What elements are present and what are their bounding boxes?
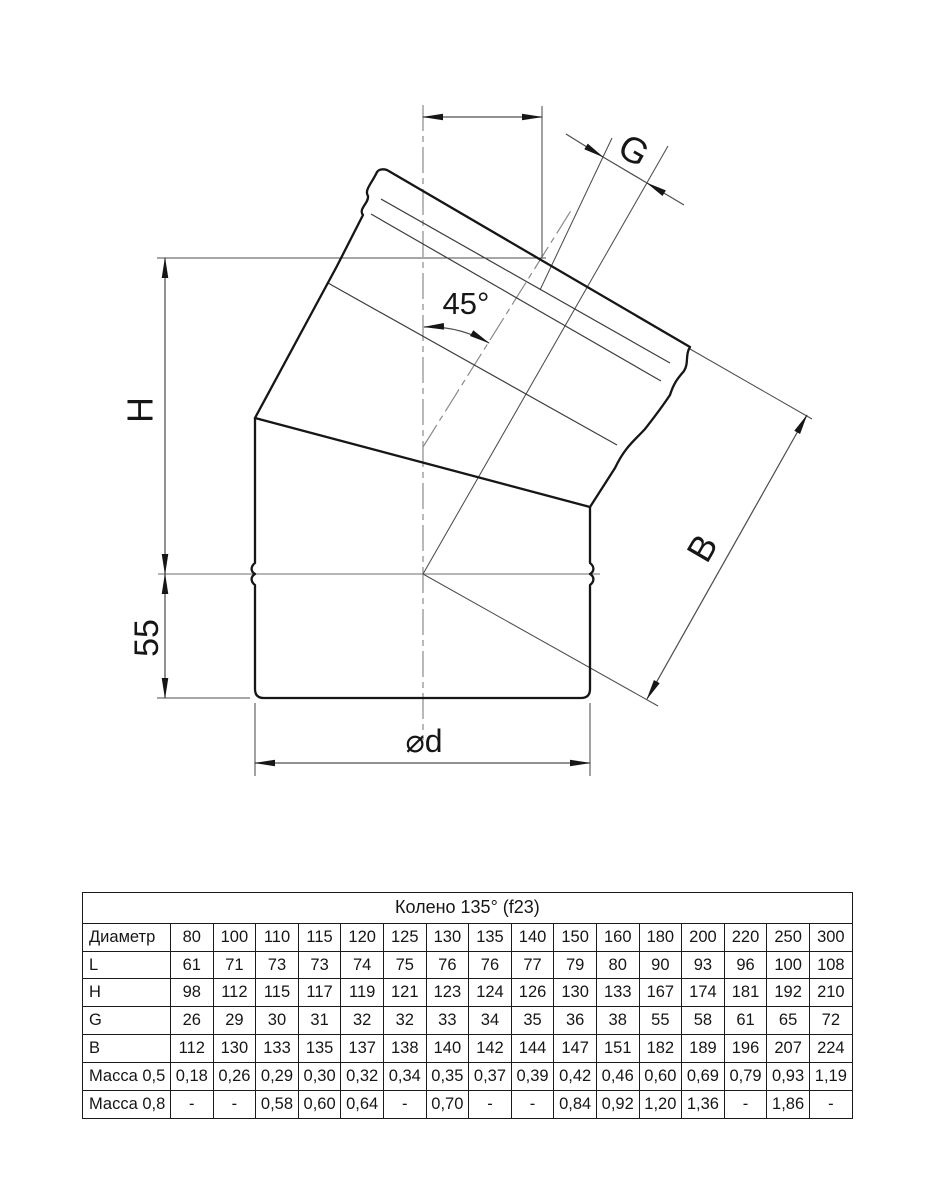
- pipe-axis-extension-line: [423, 146, 668, 574]
- table-cell: 80: [171, 923, 214, 951]
- table-title-row: [83, 893, 853, 924]
- table-cell: 196: [724, 1035, 767, 1063]
- table-cell: 61: [171, 951, 214, 979]
- table-cell: 130: [554, 979, 597, 1007]
- table-cell: 61: [724, 1007, 767, 1035]
- upper-pipe-outline: [255, 169, 690, 507]
- table-cell: 0,93: [767, 1063, 810, 1091]
- table-cell: 0,46: [596, 1063, 639, 1091]
- table-cell: 167: [639, 979, 682, 1007]
- table-cell: 90: [639, 951, 682, 979]
- table-cell: 192: [767, 979, 810, 1007]
- table-cell: 0,60: [639, 1063, 682, 1091]
- table-cell: 144: [511, 1035, 554, 1063]
- table-cell: 76: [469, 951, 512, 979]
- b-dimension-label: B: [678, 527, 726, 569]
- table-cell: 133: [256, 1035, 299, 1063]
- table-cell: 1,36: [682, 1091, 725, 1119]
- table-cell: 38: [596, 1007, 639, 1035]
- table-cell: 65: [767, 1007, 810, 1035]
- table-cell: 0,58: [256, 1091, 299, 1119]
- table-cell: 100: [213, 923, 256, 951]
- table-cell: 0,79: [724, 1063, 767, 1091]
- table-cell: 150: [554, 923, 597, 951]
- table-cell: 98: [171, 979, 214, 1007]
- table-cell: 115: [298, 923, 341, 951]
- table-cell: 147: [554, 1035, 597, 1063]
- table-cell: 123: [426, 979, 469, 1007]
- table-cell: -: [809, 1091, 852, 1119]
- table-cell: 181: [724, 979, 767, 1007]
- table-cell: 0,35: [426, 1063, 469, 1091]
- table-cell: 130: [426, 923, 469, 951]
- table-row-label: B: [83, 1035, 171, 1063]
- table-row: [83, 1035, 853, 1063]
- table-row-label: L: [83, 951, 171, 979]
- table-cell: 0,30: [298, 1063, 341, 1091]
- table-cell: 77: [511, 951, 554, 979]
- spec-table: [82, 892, 853, 1119]
- b-dimension-line: [647, 415, 807, 699]
- angle-arc: [424, 327, 489, 343]
- table-cell: 72: [809, 1007, 852, 1035]
- table-cell: 0,18: [171, 1063, 214, 1091]
- table-cell: 71: [213, 951, 256, 979]
- table-cell: 112: [213, 979, 256, 1007]
- table-cell: 300: [809, 923, 852, 951]
- table-cell: 121: [383, 979, 426, 1007]
- table-cell: 0,60: [298, 1091, 341, 1119]
- table-cell: 110: [256, 923, 299, 951]
- 55-dimension-label: 55: [128, 619, 166, 657]
- table-cell: 80: [596, 951, 639, 979]
- table-cell: 135: [469, 923, 512, 951]
- table-cell: 30: [256, 1007, 299, 1035]
- table-cell: 174: [682, 979, 725, 1007]
- table-cell: 58: [682, 1007, 725, 1035]
- bead-line-1: [381, 199, 670, 363]
- table-cell: 133: [596, 979, 639, 1007]
- table-row: [83, 979, 853, 1007]
- table-row: [83, 1063, 853, 1091]
- table-row-label: H: [83, 979, 171, 1007]
- table-cell: 124: [469, 979, 512, 1007]
- table-cell: 0,70: [426, 1091, 469, 1119]
- table-cell: 120: [341, 923, 384, 951]
- diameter-dimension-label: ⌀d: [405, 723, 443, 759]
- table-cell: 200: [682, 923, 725, 951]
- table-cell: 1,20: [639, 1091, 682, 1119]
- table-row-label: G: [83, 1007, 171, 1035]
- table-cell: 138: [383, 1035, 426, 1063]
- bead-line-2: [371, 214, 661, 381]
- table-cell: 140: [511, 923, 554, 951]
- g-dimension-stub-right: [647, 183, 684, 205]
- table-row-label: Диаметр: [83, 923, 171, 951]
- table-cell: 35: [511, 1007, 554, 1035]
- table-cell: 180: [639, 923, 682, 951]
- table-cell: 142: [469, 1035, 512, 1063]
- table-row: [83, 923, 853, 951]
- table-cell: 115: [256, 979, 299, 1007]
- table-cell: 0,42: [554, 1063, 597, 1091]
- table-cell: 93: [682, 951, 725, 979]
- table-cell: 36: [554, 1007, 597, 1035]
- table-cell: -: [511, 1091, 554, 1119]
- table-cell: 73: [256, 951, 299, 979]
- table-cell: 75: [383, 951, 426, 979]
- table-cell: 135: [298, 1035, 341, 1063]
- table-cell: 160: [596, 923, 639, 951]
- table-row: [83, 951, 853, 979]
- table-cell: 207: [767, 1035, 810, 1063]
- table-cell: 100: [767, 951, 810, 979]
- table-cell: 220: [724, 923, 767, 951]
- table-cell: 0,64: [341, 1091, 384, 1119]
- angle-label: 45°: [442, 286, 490, 321]
- b-extension-top: [690, 349, 812, 419]
- table-cell: 32: [383, 1007, 426, 1035]
- table-cell: 182: [639, 1035, 682, 1063]
- table-cell: 33: [426, 1007, 469, 1035]
- h-dimension-label: H: [119, 397, 161, 423]
- table-cell: 224: [809, 1035, 852, 1063]
- table-cell: 210: [809, 979, 852, 1007]
- table-cell: 26: [171, 1007, 214, 1035]
- table-cell: 137: [341, 1035, 384, 1063]
- table-cell: 96: [724, 951, 767, 979]
- b-extension-bottom: [423, 574, 658, 706]
- table-title: Колено 135° (f23): [83, 893, 853, 924]
- table-cell: 55: [639, 1007, 682, 1035]
- table-cell: 125: [383, 923, 426, 951]
- table-cell: 250: [767, 923, 810, 951]
- table-cell: 0,39: [511, 1063, 554, 1091]
- table-cell: 74: [341, 951, 384, 979]
- table-cell: 189: [682, 1035, 725, 1063]
- table-cell: 0,26: [213, 1063, 256, 1091]
- table-cell: 117: [298, 979, 341, 1007]
- table-cell: -: [724, 1091, 767, 1119]
- table-cell: -: [383, 1091, 426, 1119]
- table-cell: -: [171, 1091, 214, 1119]
- table-cell: 1,86: [767, 1091, 810, 1119]
- table-row: [83, 1007, 853, 1035]
- table-cell: 34: [469, 1007, 512, 1035]
- table-cell: 0,29: [256, 1063, 299, 1091]
- spec-table-body: [83, 893, 853, 1119]
- table-cell: 0,34: [383, 1063, 426, 1091]
- table-cell: 1,19: [809, 1063, 852, 1091]
- table-cell: 126: [511, 979, 554, 1007]
- table-cell: 31: [298, 1007, 341, 1035]
- g-dimension-label: G: [611, 125, 657, 175]
- table-cell: 0,37: [469, 1063, 512, 1091]
- table-cell: 76: [426, 951, 469, 979]
- table-cell: 0,92: [596, 1091, 639, 1119]
- table-row-label: Масса 0,8: [83, 1091, 171, 1119]
- table-cell: 130: [213, 1035, 256, 1063]
- table-cell: 0,69: [682, 1063, 725, 1091]
- table-cell: 108: [809, 951, 852, 979]
- table-cell: 73: [298, 951, 341, 979]
- table-cell: 32: [341, 1007, 384, 1035]
- table-cell: 0,32: [341, 1063, 384, 1091]
- table-cell: -: [469, 1091, 512, 1119]
- table-row-label: Масса 0,5: [83, 1063, 171, 1091]
- table-cell: 79: [554, 951, 597, 979]
- table-cell: 119: [341, 979, 384, 1007]
- table-row: [83, 1091, 853, 1119]
- table-cell: 151: [596, 1035, 639, 1063]
- table-cell: 112: [171, 1035, 214, 1063]
- table-cell: 29: [213, 1007, 256, 1035]
- table-cell: 0,84: [554, 1091, 597, 1119]
- table-cell: -: [213, 1091, 256, 1119]
- crimp-extension-line: [540, 138, 612, 290]
- table-cell: 140: [426, 1035, 469, 1063]
- g-dimension-stub-left: [566, 134, 603, 157]
